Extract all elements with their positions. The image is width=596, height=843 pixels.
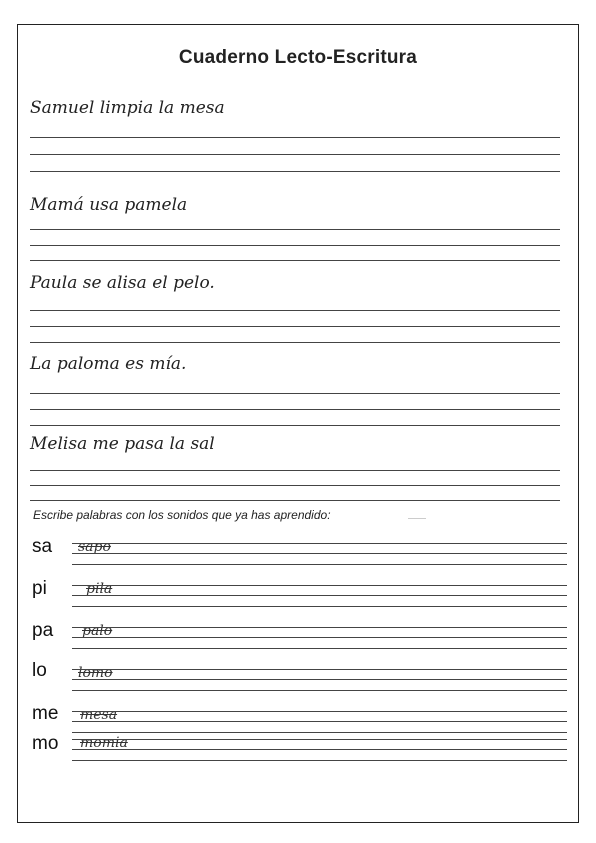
- example-word-pila: pila: [86, 581, 113, 597]
- writing-line[interactable]: [72, 669, 567, 670]
- writing-line[interactable]: [30, 342, 560, 343]
- writing-line[interactable]: [30, 260, 560, 261]
- example-word-mesa: mesa: [80, 707, 118, 723]
- writing-line[interactable]: [72, 679, 567, 680]
- worksheet-border: [17, 24, 579, 823]
- sentence-2: Mamá usa pamela: [30, 195, 188, 215]
- sentence-4: La paloma es mía.: [30, 354, 187, 374]
- writing-line[interactable]: [72, 553, 567, 554]
- sentence-5: Melisa me pasa la sal: [30, 434, 215, 454]
- writing-line[interactable]: [72, 564, 567, 565]
- writing-line[interactable]: [30, 310, 560, 311]
- writing-line[interactable]: [72, 739, 567, 740]
- writing-line[interactable]: [30, 171, 560, 172]
- writing-line[interactable]: [72, 721, 567, 722]
- writing-line[interactable]: [72, 637, 567, 638]
- sentence-3: Paula se alisa el pelo.: [30, 273, 215, 293]
- writing-line[interactable]: [30, 409, 560, 410]
- writing-line[interactable]: [72, 648, 567, 649]
- writing-line[interactable]: [72, 585, 567, 586]
- writing-line[interactable]: [30, 500, 560, 501]
- syllable-sa: sa: [32, 536, 53, 557]
- writing-line[interactable]: [30, 137, 560, 138]
- syllable-mo: mo: [32, 733, 59, 754]
- syllable-pi: pi: [32, 578, 47, 599]
- writing-line[interactable]: [72, 760, 567, 761]
- example-word-lomo: lomo: [78, 665, 113, 681]
- example-word-momia: momia: [80, 735, 128, 751]
- syllable-lo: lo: [32, 660, 47, 681]
- writing-line[interactable]: [30, 245, 560, 246]
- writing-line[interactable]: [30, 485, 560, 486]
- writing-line[interactable]: [72, 627, 567, 628]
- instruction-text: Escribe palabras con los sonidos que ya has aprendido:: [33, 508, 331, 522]
- writing-line[interactable]: [30, 154, 560, 155]
- writing-line[interactable]: [72, 690, 567, 691]
- example-word-palo: palo: [82, 623, 113, 639]
- syllable-me: me: [32, 703, 59, 724]
- writing-line[interactable]: [30, 470, 560, 471]
- writing-line[interactable]: [30, 326, 560, 327]
- writing-line[interactable]: [72, 595, 567, 596]
- writing-line[interactable]: [72, 711, 567, 712]
- writing-line[interactable]: [30, 425, 560, 426]
- writing-line[interactable]: [72, 749, 567, 750]
- sentence-1: Samuel limpia la mesa: [30, 98, 225, 118]
- writing-line[interactable]: [30, 393, 560, 394]
- instruction-underline: [408, 518, 426, 519]
- worksheet-title: Cuaderno Lecto-Escritura: [178, 47, 418, 68]
- writing-line[interactable]: [30, 229, 560, 230]
- writing-line[interactable]: [72, 606, 567, 607]
- writing-line[interactable]: [72, 732, 567, 733]
- syllable-pa: pa: [32, 620, 54, 641]
- writing-line[interactable]: [72, 543, 567, 544]
- example-word-sapo: sapo: [78, 539, 111, 555]
